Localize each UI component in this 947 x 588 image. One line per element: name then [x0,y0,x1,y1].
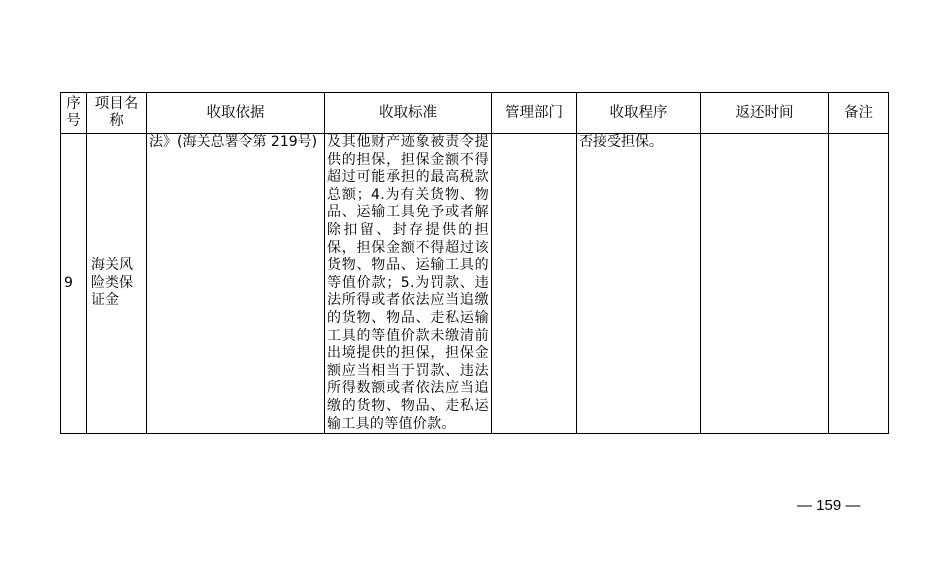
header-name: 项目名称 [87,93,147,134]
cell-procedure: 否接受担保。 [577,134,701,434]
header-remarks: 备注 [829,93,889,134]
header-standard: 收取标准 [325,93,492,134]
cell-name: 海关风险类保证金 [87,134,147,434]
cell-refund-time [701,134,829,434]
fee-table [60,92,889,434]
page-number: — 159 — [797,497,861,514]
cell-remarks [829,134,889,434]
header-seq: 序号 [61,93,87,134]
header-dept: 管理部门 [492,93,577,134]
header-procedure: 收取程序 [577,93,701,134]
header-refund-time: 返还时间 [701,93,829,134]
cell-seq: 9 [61,134,87,434]
table-row [61,134,889,434]
header-basis: 收取依据 [147,93,325,134]
cell-basis: 法》(海关总署令第 219号) [147,134,325,434]
table-header-row [61,93,889,134]
cell-dept [492,134,577,434]
cell-standard: 及其他财产迹象被责令提供的担保，担保金额不得超过可能承担的最高税款总额；4.为有关货物、物品、运输工具免予或者解除扣留、封存提供的担保，担保金额不得超过该货物、物品、运输工具的等值价款；5.为罚款、违法所得或者依法应当追缴的货物、物品、走私运输工具的等值价款未缴清前出境提供的担保，担保金额应当相当于罚款、违法所得数额或者依法应当追缴的货物、物品、走私运输工具的等值价款。 [325,134,492,434]
